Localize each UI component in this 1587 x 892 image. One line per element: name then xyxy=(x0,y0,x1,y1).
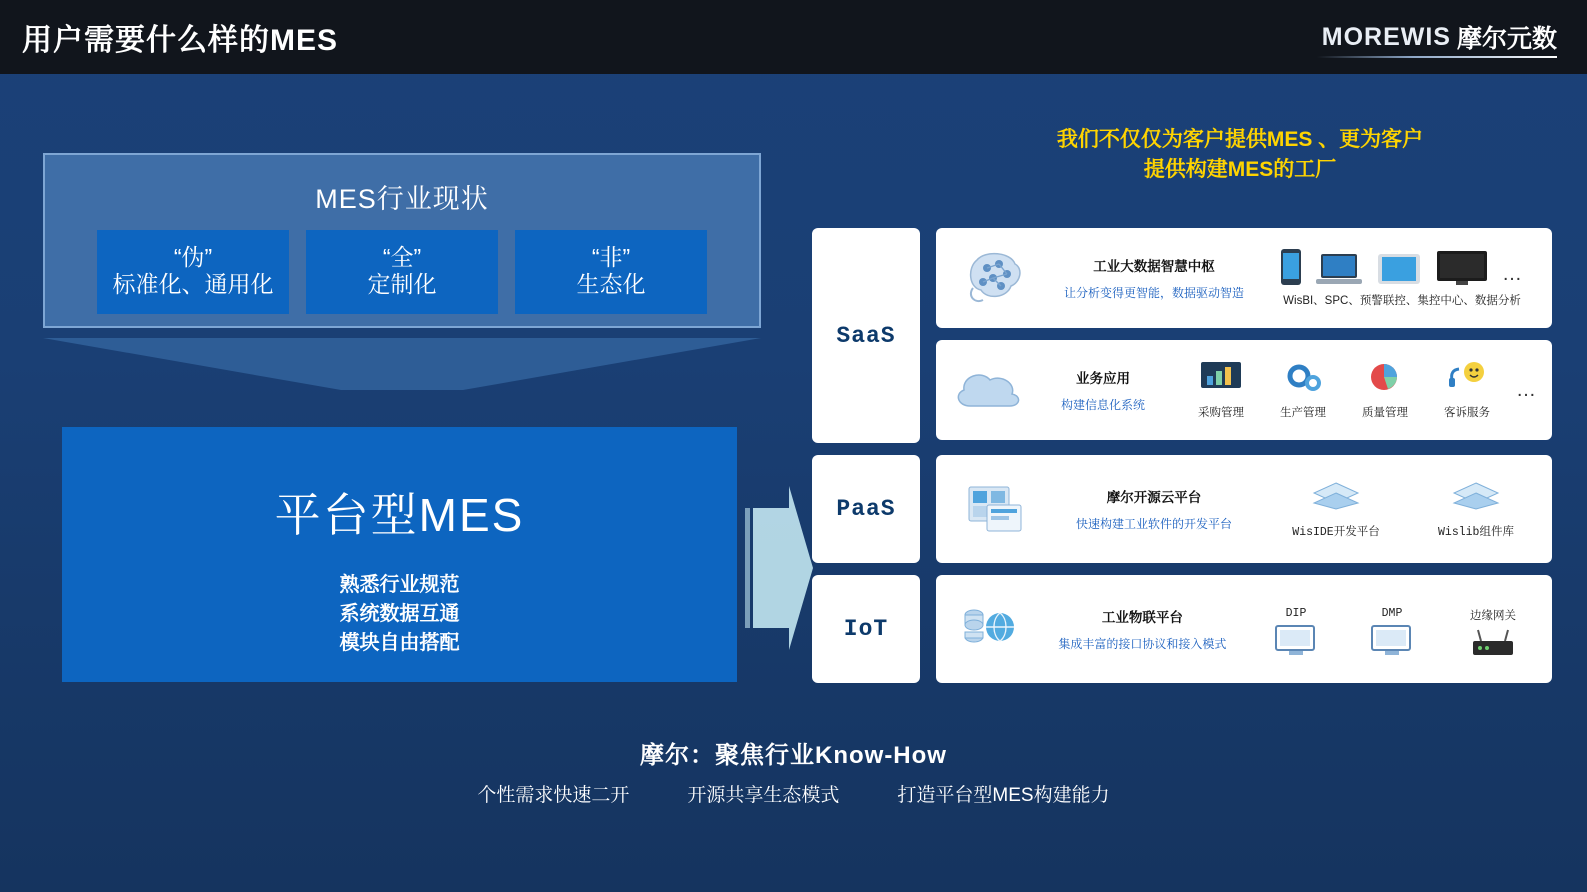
footer-title: 摩尔：聚焦行业Know-How xyxy=(640,742,947,769)
platform-window-icon xyxy=(950,481,1042,537)
product-label: DIP xyxy=(1285,606,1307,620)
headline-line-1: 我们不仅仅为客户提供MES 、更为客户 xyxy=(1056,128,1424,151)
product-dmp[interactable] xyxy=(1352,607,1432,663)
device-icon-row xyxy=(1280,248,1524,286)
right-arrow-icon xyxy=(745,478,815,658)
brain-icon xyxy=(950,250,1042,306)
logo-chinese-name: 摩尔元数 xyxy=(1456,25,1557,53)
card-subtitle: 集成丰富的接口协议和接入模式 xyxy=(1058,637,1227,651)
layer-paas xyxy=(812,455,1552,563)
status-card xyxy=(515,230,707,314)
card-text-open-cloud xyxy=(1042,486,1266,532)
tablet-icon xyxy=(1376,252,1422,286)
screen-icon xyxy=(1369,624,1415,658)
footer-item: 打造平台型MES构建能力 xyxy=(897,785,1110,806)
status-card xyxy=(97,230,289,314)
card-subtitle: 快速构建工业软件的开发平台 xyxy=(1075,517,1232,531)
mes-status-panel xyxy=(43,153,761,328)
mes-status-title: MES行业现状 xyxy=(315,184,489,214)
app-label: 质量管理 xyxy=(1362,407,1408,419)
smartphone-icon xyxy=(1280,248,1302,286)
app-purchase[interactable] xyxy=(1188,360,1254,420)
product-wislib[interactable] xyxy=(1416,479,1536,539)
card-text-iot xyxy=(1037,606,1248,652)
platform-mes-points xyxy=(62,571,737,658)
screen-icon xyxy=(1273,624,1319,658)
card-business-apps[interactable] xyxy=(936,340,1552,440)
product-dip[interactable] xyxy=(1256,607,1336,663)
more-ellipsis: … xyxy=(1502,263,1524,285)
card-iot-platform[interactable] xyxy=(936,575,1552,683)
layer-iot xyxy=(812,575,1552,683)
status-card-quote: “非” xyxy=(591,243,631,270)
cloud-icon xyxy=(950,366,1026,414)
card-title: 工业物联平台 xyxy=(1101,610,1183,625)
card-text-business-apps xyxy=(1026,367,1180,413)
pie-chart-icon xyxy=(1364,360,1406,394)
down-arrow-icon xyxy=(43,338,761,390)
status-card-quote: “全” xyxy=(382,243,422,270)
product-label: DMP xyxy=(1381,606,1403,620)
logo-underline-divider xyxy=(1317,56,1557,58)
app-label: 生产管理 xyxy=(1280,407,1326,419)
card-title: 业务应用 xyxy=(1076,371,1130,386)
card-text-industrial-bigdata xyxy=(1042,255,1266,301)
globe-server-icon xyxy=(950,601,1037,657)
product-label: Wislib组件库 xyxy=(1438,526,1514,539)
status-card-desc: 标准化、通用化 xyxy=(112,271,274,298)
card-items-wrap xyxy=(1266,248,1538,308)
status-card-quote: “伪” xyxy=(173,243,213,270)
platform-point: 熟悉行业规范 xyxy=(339,574,460,596)
layer-tag-saas[interactable]: SaaS xyxy=(812,228,920,443)
card-open-cloud-platform[interactable] xyxy=(936,455,1552,563)
slide-header xyxy=(0,0,1587,74)
laptop-icon xyxy=(1316,252,1362,286)
device-caption: WisBI、SPC、预警联控、集控中心、数据分析 xyxy=(1283,295,1521,307)
brand-logo xyxy=(1322,19,1587,55)
status-card-desc: 定制化 xyxy=(367,271,437,298)
platform-mes-panel xyxy=(62,427,737,682)
gateway-icon xyxy=(1467,627,1519,661)
iot-product-list xyxy=(1248,593,1538,666)
app-quality[interactable] xyxy=(1352,360,1418,420)
monitor-icon xyxy=(1436,250,1488,286)
logo-wordmark: MOREWIS xyxy=(1321,22,1451,51)
status-card xyxy=(306,230,498,314)
footer-items xyxy=(0,780,1587,807)
page-title: 用户需要什么样的MES xyxy=(22,24,339,57)
product-wiside[interactable] xyxy=(1276,479,1396,539)
status-card-desc: 生态化 xyxy=(576,271,646,298)
business-app-list xyxy=(1180,360,1538,420)
app-label: 采购管理 xyxy=(1198,407,1244,419)
mes-status-card-list xyxy=(45,230,759,314)
stack-layer-icon xyxy=(1310,479,1362,513)
gear-icon xyxy=(1282,360,1324,394)
app-label: 客诉服务 xyxy=(1444,407,1490,419)
footer-item: 个性需求快速二开 xyxy=(477,785,630,806)
footer-item: 开源共享生态模式 xyxy=(687,785,840,806)
platform-point: 模块自由搭配 xyxy=(339,632,460,654)
right-headline xyxy=(930,125,1550,186)
card-title: 工业大数据智慧中枢 xyxy=(1093,259,1215,274)
platform-mes-title: 平台型MES xyxy=(274,489,525,541)
card-title: 摩尔开源云平台 xyxy=(1106,490,1202,505)
chart-board-icon xyxy=(1200,360,1242,394)
card-subtitle: 让分析变得更智能，数据驱动智造 xyxy=(1063,286,1244,300)
card-industrial-bigdata[interactable] xyxy=(936,228,1552,328)
layer-tag-iot[interactable]: IoT xyxy=(812,575,920,683)
app-service[interactable] xyxy=(1434,360,1500,420)
product-label: WisIDE开发平台 xyxy=(1292,526,1380,539)
product-edge-gateway[interactable] xyxy=(1448,607,1538,666)
paas-product-list xyxy=(1266,479,1538,539)
platform-point: 系统数据互通 xyxy=(339,603,460,625)
app-production[interactable] xyxy=(1270,360,1336,420)
headline-line-2: 提供构建MES的工厂 xyxy=(1143,158,1337,182)
more-ellipsis: … xyxy=(1516,378,1538,401)
layer-tag-paas[interactable]: PaaS xyxy=(812,455,920,563)
layer-saas xyxy=(812,228,1552,443)
product-label: 边缘网关 xyxy=(1470,609,1516,622)
card-subtitle: 构建信息化系统 xyxy=(1060,398,1145,412)
stack-layer-icon xyxy=(1450,479,1502,513)
headset-chat-icon xyxy=(1446,360,1488,394)
